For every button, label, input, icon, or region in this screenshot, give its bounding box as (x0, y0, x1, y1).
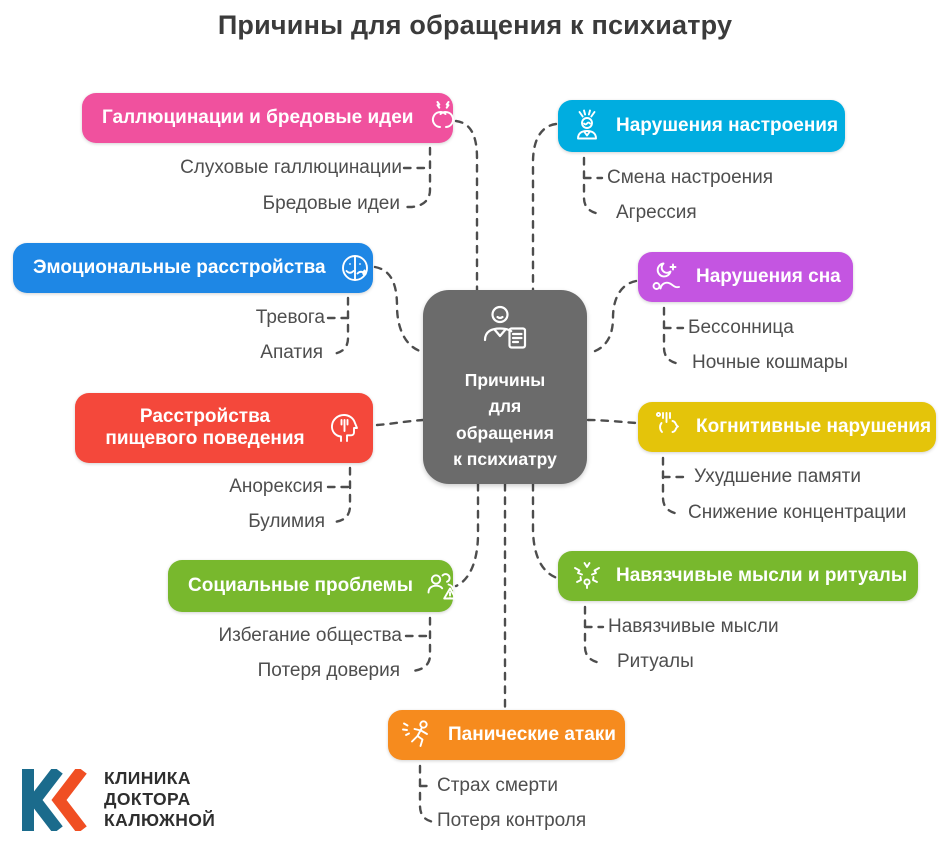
branch-hallucinations (82, 93, 453, 143)
hallucinations-icon (425, 100, 461, 136)
emotional-face-icon (338, 251, 372, 285)
sub-item-label: Анорексия (229, 476, 323, 497)
sub-item-label: Ухудшение памяти (694, 466, 861, 487)
sub-item-label: Булимия (248, 511, 325, 532)
page-title: Причины для обращения к психиатру (217, 10, 733, 40)
branch-label: Галлюцинации и бредовые идеи (102, 107, 414, 129)
sleep-moon-icon (650, 260, 684, 294)
sub-item-label: Смена настроения (607, 167, 774, 188)
social-warning-icon (425, 569, 459, 603)
cognitive-icon (650, 410, 684, 444)
branch-sleep (638, 252, 853, 302)
sub-item-label: Потеря контроля (437, 810, 587, 831)
branch-label: Социальные проблемы (188, 575, 413, 597)
panic-runner-icon (400, 718, 436, 752)
branch-panic (388, 710, 625, 760)
branch-emotional (13, 243, 373, 293)
sub-item-label: Апатия (260, 342, 323, 363)
sub-item-label: Бессонница (688, 317, 794, 338)
clinic-name: КЛИНИКА ДОКТОРА КАЛЮЖНОЙ (104, 768, 216, 830)
clinic-logo (22, 768, 215, 831)
branch-label: Панические атаки (448, 724, 616, 746)
sub-item-label: Избегание общества (218, 625, 402, 646)
kk-logo-mark (22, 769, 90, 831)
branch-label: Когнитивные нарушения (696, 416, 932, 438)
eating-disorder-icon (327, 411, 361, 445)
branch-social (168, 560, 453, 612)
sub-item-label: Ритуалы (617, 651, 694, 672)
sub-item-label: Тревога (255, 307, 325, 328)
link-eating (377, 420, 423, 425)
central-topic-text: Причины для обращения к психиатру (453, 370, 557, 469)
branch-label: Эмоциональные расстройства (33, 257, 326, 279)
link-social (456, 484, 478, 586)
link-cognitive (588, 420, 637, 423)
sub-item-label: Потеря доверия (257, 660, 400, 681)
sub-item-label: Слуховые галлюцинации (180, 157, 402, 178)
sub-item-label: Бредовые идеи (262, 193, 400, 214)
sub-item-label: Навязчивые мысли (608, 616, 779, 637)
branch-label: Нарушения настроения (616, 115, 839, 137)
branch-label: Навязчивые мысли и ритуалы (616, 565, 908, 587)
branch-label: Расстройства пищевого поведения (105, 406, 305, 449)
mood-swings-icon (570, 109, 604, 143)
branch-cognitive (638, 402, 936, 452)
link-hallucinations (456, 121, 477, 290)
branch-eating (75, 393, 373, 463)
central-topic (423, 290, 587, 484)
sub-item-label: Страх смерти (437, 775, 558, 796)
obsessive-thoughts-icon (570, 559, 604, 593)
link-obsessive (533, 484, 557, 578)
link-sleep (589, 281, 636, 353)
link-emotional (375, 267, 423, 352)
sub-item-label: Ночные кошмары (692, 352, 848, 373)
sub-item-label: Агрессия (616, 202, 697, 223)
branch-obsessive (558, 551, 918, 601)
link-mood (533, 124, 556, 290)
branch-mood (558, 100, 845, 152)
psychiatrist-patient-icon (477, 302, 533, 357)
sub-item-label: Снижение концентрации (688, 502, 907, 523)
branch-label: Нарушения сна (696, 266, 841, 288)
